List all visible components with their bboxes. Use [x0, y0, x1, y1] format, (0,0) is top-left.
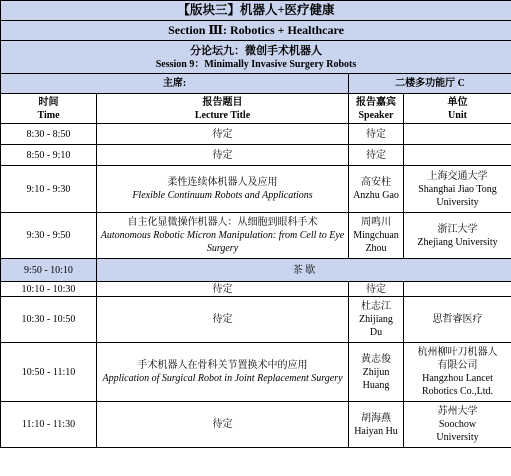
forum-row — [1, 41, 511, 74]
table-row — [1, 297, 511, 343]
row-unit: 苏州大学 Soochow University — [404, 402, 511, 448]
col-header-time: 时间 Time — [1, 94, 97, 124]
break-time: 9:50 - 10:10 — [1, 259, 97, 282]
row-title: 待定 — [97, 282, 349, 297]
room-label: 二楼多功能厅 C — [349, 74, 511, 94]
row-title: 柔性连续体机器人及应用 Flexible Continuum Robots and Applications — [97, 166, 349, 213]
row-title: 自主化显微操作机器人：从细胞到眼科手术 Autonomous Robotic Micron Manipulation: from Cell to Eye Surgery — [97, 213, 349, 259]
row-unit — [404, 145, 511, 166]
row-time: 10:10 - 10:30 — [1, 282, 97, 297]
table-row — [1, 145, 511, 166]
row-time: 11:10 - 11:30 — [1, 402, 97, 448]
row-unit: 思哲睿医疗 — [404, 297, 511, 343]
row-unit — [404, 282, 511, 297]
row-speaker: 待定 — [349, 282, 404, 297]
row-title: 待定 — [97, 145, 349, 166]
session-title: Session 9：Minimally Invasive Surgery Robots — [155, 58, 357, 70]
table-row — [1, 166, 511, 213]
block-title-row — [1, 1, 511, 21]
row-speaker: 待定 — [349, 145, 404, 166]
chair-row — [1, 74, 511, 94]
break-label: 茶 歇 — [97, 259, 511, 282]
row-speaker: 杜志江 Zhijiang Du — [349, 297, 404, 343]
row-title: 待定 — [97, 124, 349, 145]
row-title: 手术机器人在骨科关节置换术中的应用 Application of Surgical Robot in Joint Replacement Surgery — [97, 343, 349, 402]
row-speaker: 黄志俊 Zhijun Huang — [349, 343, 404, 402]
row-unit: 杭州柳叶刀机器人 有限公司 Hangzhou Lancet Robotics Co.,Ltd. — [404, 343, 511, 402]
row-speaker: 周鸣川 Mingchuan Zhou — [349, 213, 404, 259]
table-row — [1, 213, 511, 259]
row-time: 8:50 - 9:10 — [1, 145, 97, 166]
table-row — [1, 282, 511, 297]
row-time: 9:30 - 9:50 — [1, 213, 97, 259]
break-row — [1, 259, 511, 282]
section-title-row — [1, 21, 511, 41]
row-unit — [404, 124, 511, 145]
row-speaker: 高安柱 Anzhu Gao — [349, 166, 404, 213]
section-title: Section Ⅲ: Robotics + Healthcare — [1, 21, 511, 41]
chair-label: 主席: — [1, 74, 349, 94]
row-unit: 上海交通大学 Shanghai Jiao Tong University — [404, 166, 511, 213]
table-row — [1, 124, 511, 145]
col-header-unit: 单位 Unit — [404, 94, 511, 124]
row-time: 8:30 - 8:50 — [1, 124, 97, 145]
row-unit: 浙江大学 Zhejiang University — [404, 213, 511, 259]
table-row — [1, 343, 511, 402]
forum-title: 分论坛九：微创手术机器人 — [190, 44, 322, 57]
block-title: 【版块三】机器人+医疗健康 — [1, 1, 511, 21]
row-time: 9:10 - 9:30 — [1, 166, 97, 213]
row-time: 10:30 - 10:50 — [1, 297, 97, 343]
row-title: 待定 — [97, 297, 349, 343]
col-header-title: 报告题目 Lecture Title — [97, 94, 349, 124]
col-header-speaker: 报告嘉宾 Speaker — [349, 94, 404, 124]
row-time: 10:50 - 11:10 — [1, 343, 97, 402]
row-speaker: 待定 — [349, 124, 404, 145]
table-row — [1, 402, 511, 448]
row-speaker: 胡海燕 Haiyan Hu — [349, 402, 404, 448]
column-header-row — [1, 94, 511, 124]
row-title: 待定 — [97, 402, 349, 448]
